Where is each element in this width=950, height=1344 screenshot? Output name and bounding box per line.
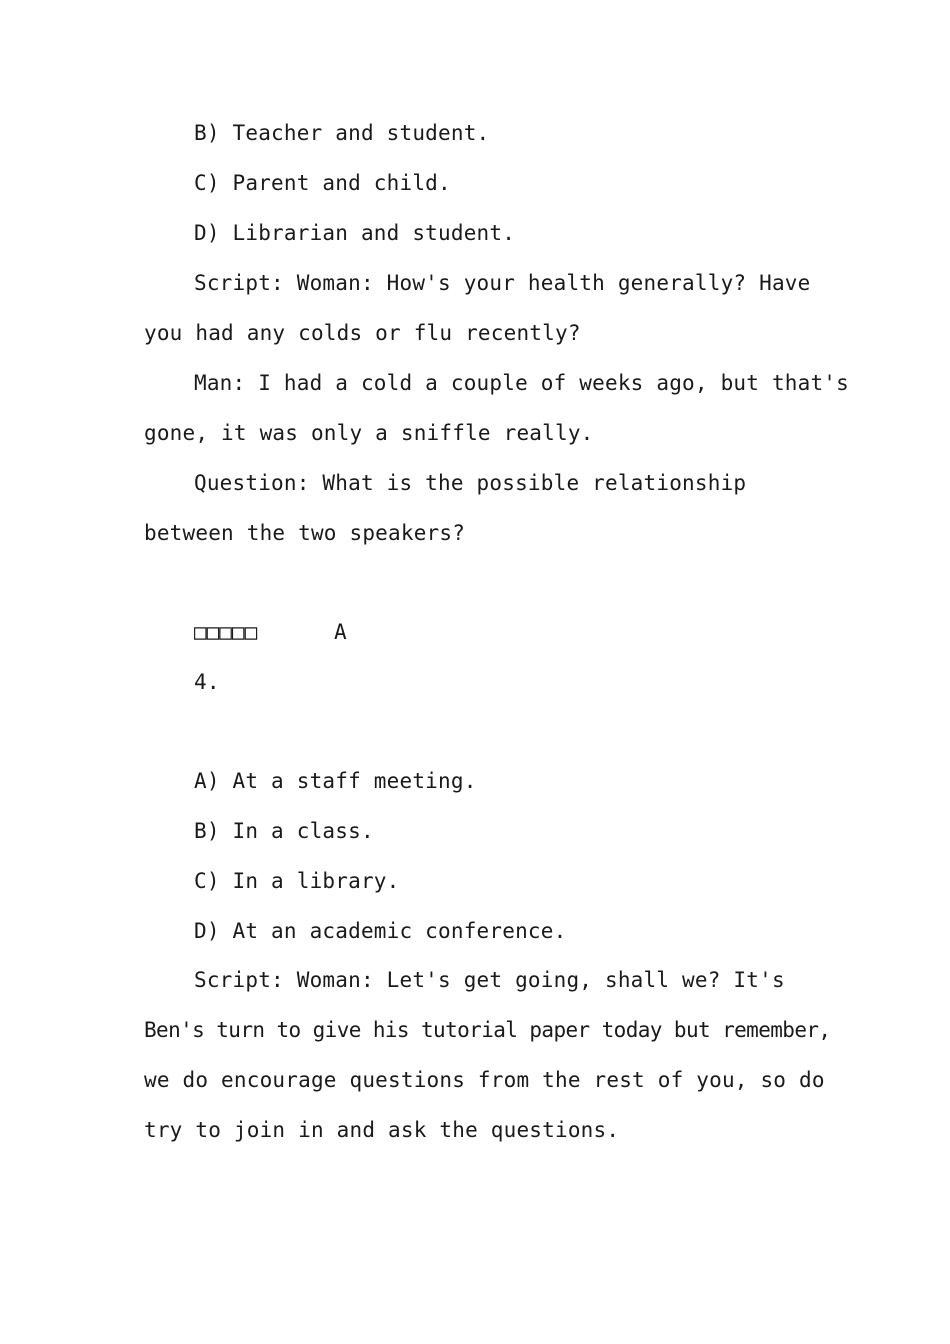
q4-option-a: A) At a staff meeting. — [194, 769, 477, 793]
q4-option-b: B) In a class. — [194, 819, 374, 843]
q3-script-line-2: you had any colds or flu recently? — [144, 321, 581, 345]
q3-option-b: B) Teacher and student. — [194, 121, 490, 145]
q3-answer-value: A — [334, 620, 347, 644]
q4-option-c: C) In a library. — [194, 869, 400, 893]
q4-script-line-2: Ben's turn to give his tutorial paper today but remember, — [144, 1018, 831, 1042]
q4-script-line-4: try to join in and ask the questions. — [144, 1118, 620, 1142]
q3-man-line-2: gone, it was only a sniffle really. — [144, 421, 594, 445]
q3-option-d: D) Librarian and student. — [194, 221, 516, 245]
q3-answer-label: □□□□□ — [194, 620, 258, 644]
q3-option-c: C) Parent and child. — [194, 171, 451, 195]
q3-question-line-2: between the two speakers? — [144, 521, 466, 545]
q4-script-line-3: we do encourage questions from the rest of you, so do — [144, 1068, 825, 1092]
q3-script-line-1: Script: Woman: How's your health generally? Have — [194, 271, 811, 295]
q4-number: 4. — [194, 670, 220, 694]
q4-script-line-1: Script: Woman: Let's get going, shall we? It's — [194, 968, 785, 992]
q3-man-line-1: Man: I had a cold a couple of weeks ago, but that's — [194, 371, 849, 395]
q3-question-line-1: Question: What is the possible relationship — [194, 471, 747, 495]
q4-option-d: D) At an academic conference. — [194, 919, 567, 943]
